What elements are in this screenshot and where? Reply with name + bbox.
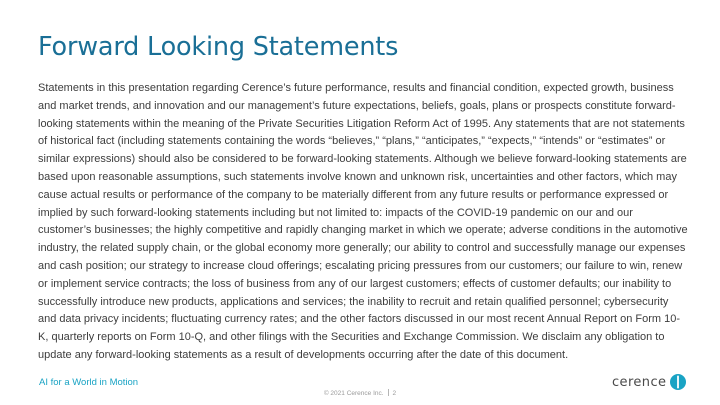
logo-wordmark: cerence: [612, 374, 667, 390]
cerence-logo-icon: [670, 374, 686, 390]
slide-title: Forward Looking Statements: [38, 32, 399, 62]
page-number: 2: [392, 390, 397, 397]
footer-separator: [388, 389, 389, 396]
tagline: AI for a World in Motion: [39, 377, 139, 388]
forward-looking-statement-text: Statements in this presentation regarding Cerence’s future performance, results and financial condition, expected growth, business and market trends, and innovation and our management’s future expectations, beliefs, goals, plans or prospects constitute forward-looking statements within the meaning of the Private Securities Litigation Reform Act of 1995. Any statements that are not statements of historical fact (including statements containing the words “believes,” “plans,” “anticipates,” “expects,” “intends” or “estimates” or similar expressions) should also be considered to be forward-looking statements. Although we believe forward-looking statements are based upon reasonable assumptions, such statements involve known and unknown risk, uncertainties and other factors, which may cause actual results or performance of the company to be materially different from any future results or performance expressed or implied by such forward-looking statements including but not limited to: impacts of the COVID-19 pandemic on our and our customer’s businesses; the highly competitive and rapidly changing market in which we operate; adverse conditions in the automotive industry, the related supply chain, or the global economy more generally; our ability to control and successfully manage our expenses and cash position; our strategy to increase cloud offerings; escalating pricing pressures from our customers; our failure to win, renew or implement service contracts; the loss of business from any of our largest customers; effects of customer defaults; our inability to successfully introduce new products, applications and services; the inability to recruit and retain qualified personnel; cybersecurity and data privacy incidents; fluctuating currency rates; and the other factors discussed in our most recent Annual Report on Form 10-K, quarterly reports on Form 10-Q, and other filings with the Securities and Exchange Commission. We disclaim any obligation to update any forward-looking statements as a result of developments occurring after the date of this document.: [38, 82, 688, 361]
copyright-text: © 2021 Cerence Inc.: [323, 390, 384, 397]
cerence-logo: [612, 373, 686, 391]
